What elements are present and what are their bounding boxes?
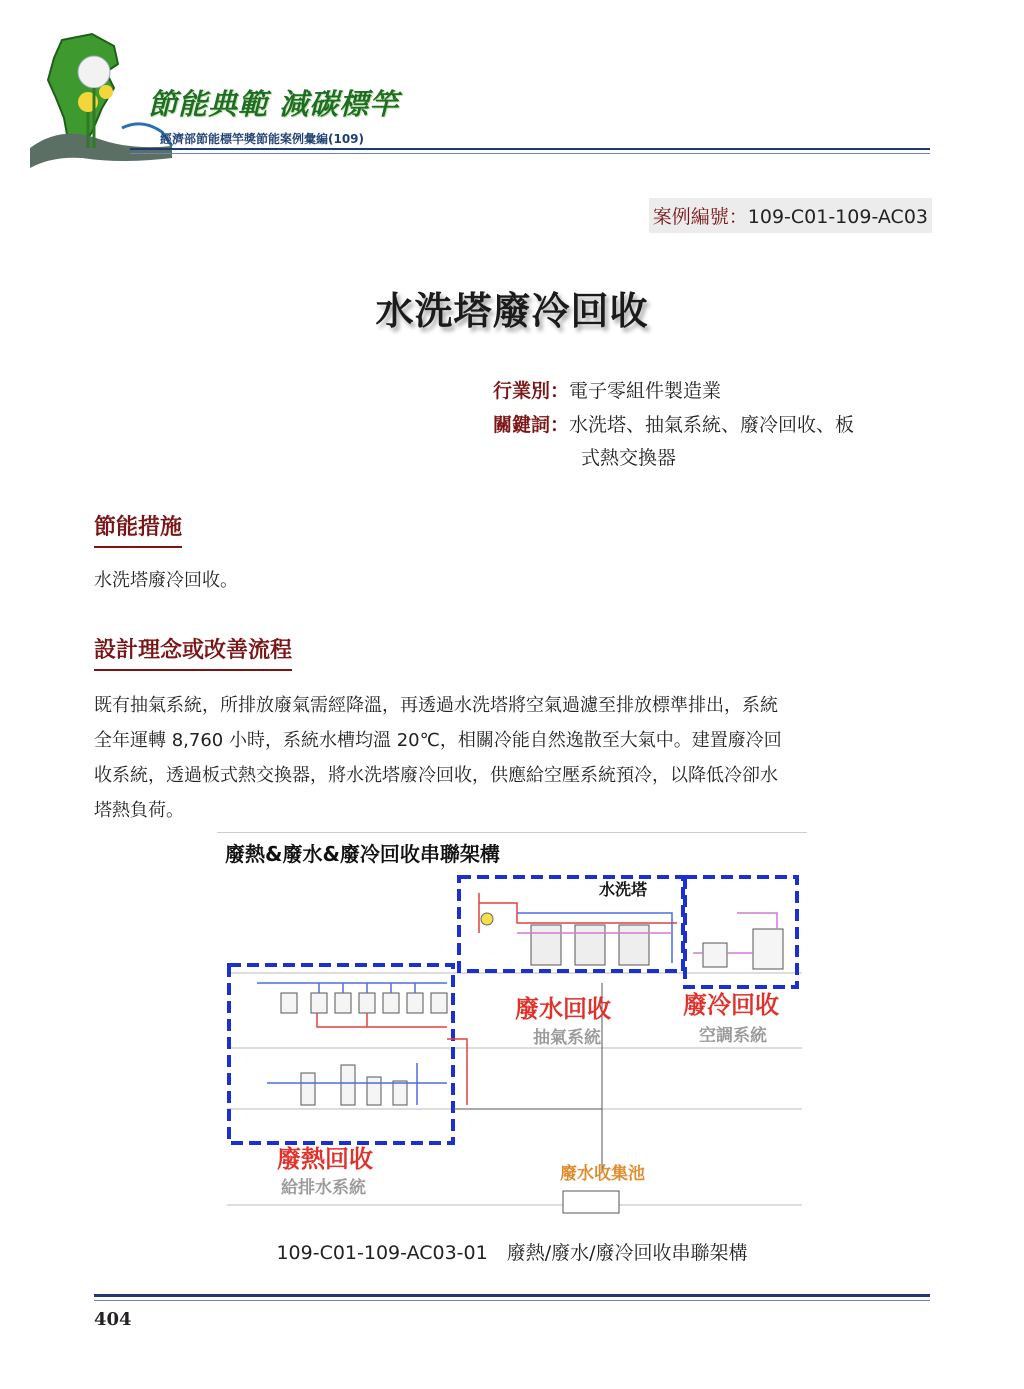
tank-icon — [481, 913, 493, 925]
keywords-line2: 式熱交換器 — [581, 447, 677, 469]
design-paragraph — [94, 688, 932, 828]
design-line: 既有抽氣系統，所排放廢氣需經降溫，再透過水洗塔將空氣過濾至排放標準排出，系統 — [94, 695, 778, 716]
wasteheat-recovery-label: 廢熱回收 — [277, 1145, 373, 1173]
header-rule — [130, 148, 930, 150]
exhaust-system-label: 抽氣系統 — [533, 1028, 601, 1048]
brand-title: 節能典範 減碳標竿 — [148, 87, 400, 121]
heat-units — [281, 993, 447, 1105]
header-rule-thin — [130, 153, 930, 154]
case-number-label: 案例編號： — [652, 206, 748, 228]
industry-row — [493, 376, 721, 403]
collection-pool-label: 廢水收集池 — [560, 1164, 645, 1184]
collection-pool-box — [563, 1191, 619, 1213]
water-system-label: 給排水系統 — [281, 1178, 366, 1198]
diagram-title: 廢熱&廢水&廢冷回收串聯架構 — [225, 842, 500, 866]
industry-value: 電子零組件製造業 — [569, 380, 722, 402]
system-diagram — [217, 832, 807, 1225]
design-line: 收系統，透過板式熱交換器，將水洗塔廢冷回收，供應給空壓系統預冷，以降低冷卻水 — [94, 765, 778, 786]
measures-text: 水洗塔廢冷回收。 — [94, 570, 238, 591]
brand-subtitle: 經濟部節能標竿獎節能案例彙編(109) — [160, 132, 365, 146]
section-heading-measures: 節能措施 — [94, 510, 182, 548]
figure-caption: 109-C01-109-AC03-01 廢熱/廢水/廢冷回收串聯架構 — [276, 1242, 748, 1264]
section-heading-design: 設計理念或改善流程 — [94, 633, 292, 671]
case-number — [649, 198, 932, 233]
page-number: 404 — [94, 1309, 132, 1330]
tower-units — [531, 925, 649, 965]
footer-rule — [94, 1294, 930, 1297]
keywords-line1: 水洗塔、抽氣系統、廢冷回收、板 — [569, 414, 855, 436]
ac-system-label: 空調系統 — [699, 1026, 767, 1046]
wasteheat-recovery-box — [229, 965, 453, 1143]
wastecold-recovery-label: 廢冷回收 — [683, 991, 779, 1019]
design-line: 全年運轉 8,760 小時，系統水槽均溫 20℃，相關冷能自然逸散至大氣中。建置廢冷回 — [94, 730, 782, 751]
keywords-label: 關鍵詞： — [493, 414, 570, 436]
page-title: 水洗塔廢冷回收 — [375, 289, 649, 333]
wastewater-recovery-label: 廢水回收 — [515, 995, 611, 1023]
design-line: 塔熱負荷。 — [94, 800, 184, 821]
keywords-row — [493, 410, 854, 437]
ac-equipment — [703, 929, 783, 969]
tower-label: 水洗塔 — [599, 880, 648, 899]
industry-label: 行業別： — [493, 380, 570, 402]
footer-rule-thin — [94, 1300, 930, 1301]
case-number-value: 109-C01-109-AC03 — [747, 206, 928, 228]
